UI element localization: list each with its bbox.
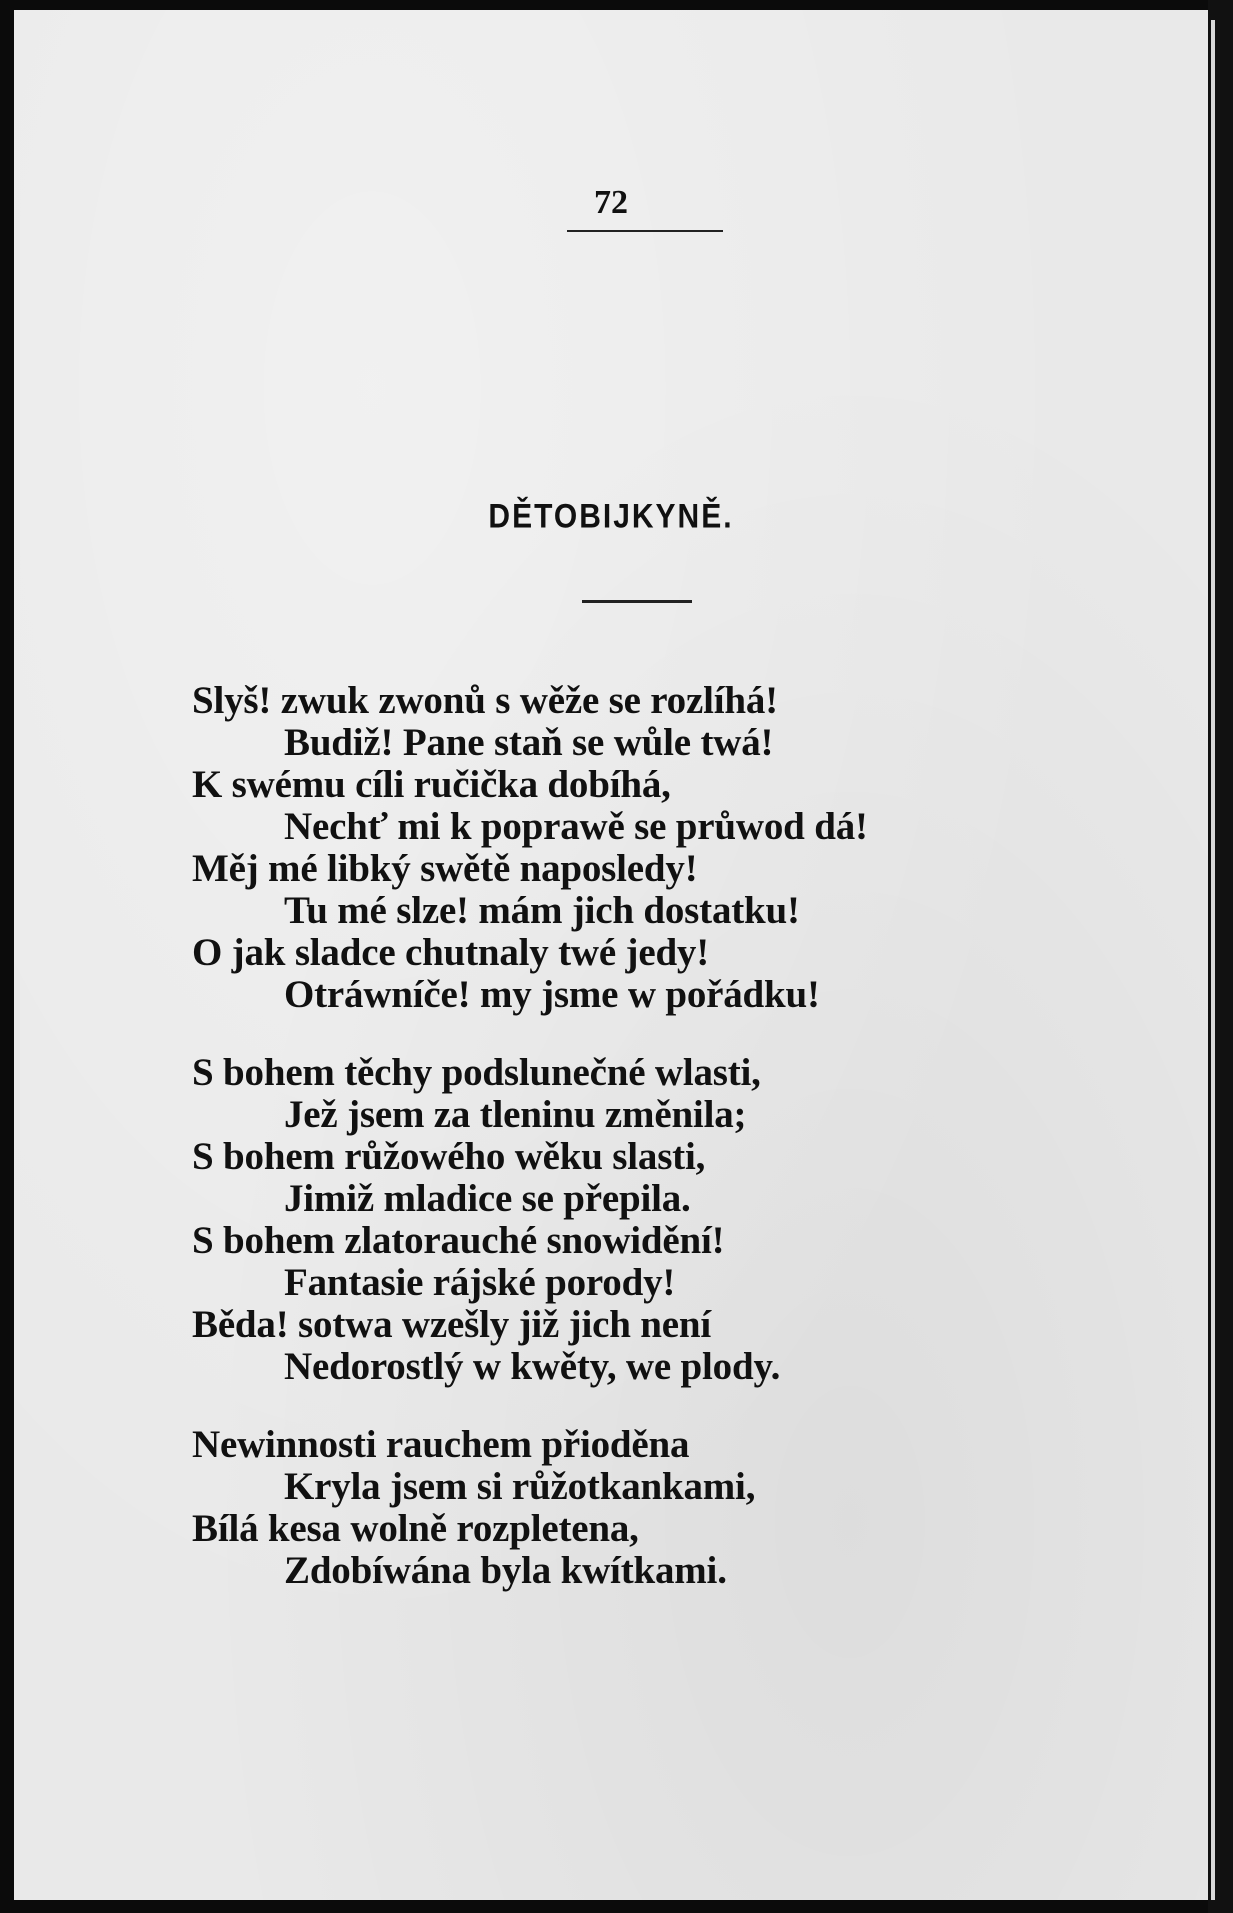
poem-line: Budiž! Pane staň se wůle twá! <box>284 721 774 764</box>
poem-line: Otráwníče! my jsme w pořádku! <box>284 973 820 1016</box>
poem-line: S bohem těchy podslunečné wlasti, <box>192 1051 761 1094</box>
poem-line: Fantasie rájské porody! <box>284 1261 676 1304</box>
poem-line: Zdobíwána byla kwítkami. <box>284 1549 727 1592</box>
title-rule <box>582 600 692 603</box>
page-number-rule <box>567 230 723 232</box>
poem-line: Kryla jsem si růžotkankami, <box>284 1465 756 1508</box>
adjacent-page-edge <box>1208 0 1233 1913</box>
page-number: 72 <box>594 184 628 221</box>
stanza-2 <box>192 1052 1072 1388</box>
poem-line: Jimiž mladice se přepila. <box>284 1177 691 1220</box>
poem-line: Bílá kesa wolně rozpletena, <box>192 1507 639 1550</box>
poem-body <box>192 680 1072 1628</box>
poem-line: Tu mé slze! mám jich dostatku! <box>284 889 800 932</box>
poem-title: DĚTOBIJKYNĚ. <box>488 497 734 536</box>
poem-line: S bohem zlatorauché snowidění! <box>192 1219 725 1262</box>
poem-line: Nedorostlý w kwěty, we plody. <box>284 1345 781 1388</box>
stanza-3 <box>192 1424 1072 1592</box>
book-page <box>14 10 1208 1900</box>
poem-line: O jak sladce chutnaly twé jedy! <box>192 931 710 974</box>
poem-line: Slyš! zwuk zwonů s wěže se rozlíhá! <box>192 679 778 722</box>
stanza-1 <box>192 680 1072 1016</box>
poem-line: S bohem růžowého wěku slasti, <box>192 1135 706 1178</box>
poem-line: Jež jsem za tleninu změnila; <box>284 1093 747 1136</box>
poem-line: Měj mé libký swětě naposledy! <box>192 847 698 890</box>
poem-line: Běda! sotwa wzešly již jich není <box>192 1303 711 1346</box>
poem-line: Newinnosti rauchem přioděna <box>192 1423 690 1466</box>
poem-line: K swému cíli ručička dobíhá, <box>192 763 671 806</box>
poem-line: Nechť mi k poprawě se průwod dá! <box>284 805 868 848</box>
